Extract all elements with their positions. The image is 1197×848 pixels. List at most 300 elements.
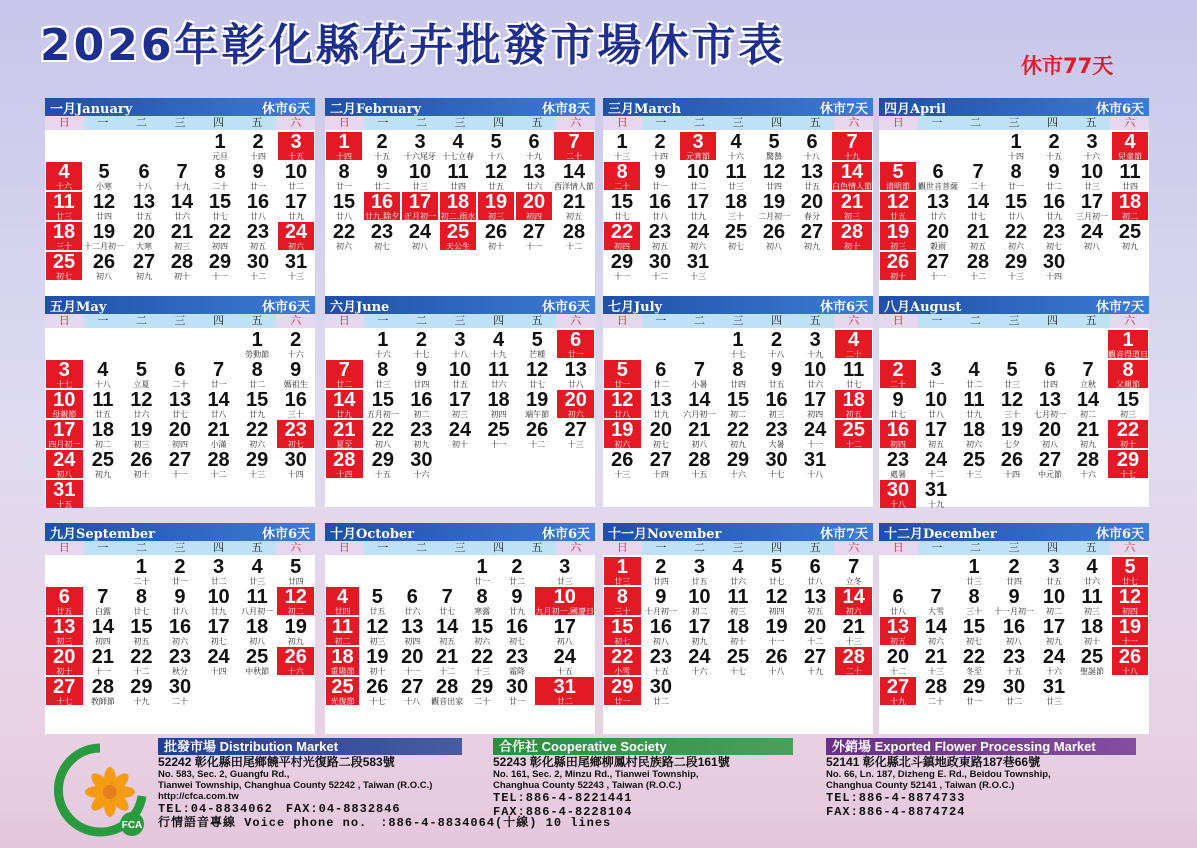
weekday-label: 五 xyxy=(531,314,543,327)
lunar-date: 小雪 xyxy=(614,667,631,676)
day-number: 22 xyxy=(962,646,986,668)
day-number: 4 xyxy=(1124,131,1136,153)
day-number: 7 xyxy=(693,359,705,381)
day-number: 5 xyxy=(490,131,502,153)
day-number: 27 xyxy=(53,676,76,698)
day-cell xyxy=(123,390,160,418)
weekday-label: 日 xyxy=(603,116,642,130)
closed-day-cell xyxy=(326,390,363,418)
lunar-date: 十七 xyxy=(729,667,746,676)
lunar-date: 廿八 xyxy=(250,212,266,221)
day-cell xyxy=(681,420,718,448)
day-cell xyxy=(681,360,718,388)
day-number: 20 xyxy=(132,221,156,243)
closed-day-cell xyxy=(1108,360,1148,388)
day-cell xyxy=(364,222,400,250)
day-cell xyxy=(501,677,534,705)
day-cell xyxy=(998,192,1034,220)
day-cell xyxy=(123,450,160,478)
closed-day-cell xyxy=(364,192,400,220)
day-number: 5 xyxy=(768,131,780,153)
month-header xyxy=(45,296,315,314)
day-number: 11 xyxy=(53,191,75,213)
day-number: 22 xyxy=(332,221,356,243)
lunar-date: 初七 xyxy=(287,440,304,449)
weekday-label: 五 xyxy=(251,116,263,129)
lunar-date: 廿一 xyxy=(210,380,227,389)
day-cell xyxy=(162,390,199,418)
day-number: 4 xyxy=(732,556,744,578)
day-grid xyxy=(45,130,315,281)
closed-day-cell xyxy=(604,617,641,645)
day-number: 20 xyxy=(804,616,827,638)
day-number: 28 xyxy=(1076,449,1100,471)
day-number: 30 xyxy=(284,449,307,471)
weekday-label: 一 xyxy=(97,541,109,554)
lunar-date: 廿八 xyxy=(567,380,584,389)
month-closed-count: 休市6天 xyxy=(541,526,590,542)
day-number: 26 xyxy=(284,646,307,668)
info-line: Tianwei Township, Changhua County 52242 , Taiwan (R.O.C.) xyxy=(158,780,433,791)
day-number: 6 xyxy=(528,131,540,153)
weekday-label: 六 xyxy=(1110,314,1149,328)
day-number: 2 xyxy=(290,329,302,351)
day-cell xyxy=(956,677,992,705)
lunar-date: 二十 xyxy=(890,380,906,389)
info-line: 52243 彰化縣田尾鄉柳鳳村民族路二段161號 xyxy=(493,755,730,769)
lunar-date: 初四 xyxy=(614,242,630,251)
day-cell xyxy=(202,222,238,250)
day-number: 7 xyxy=(1082,359,1094,381)
lunar-date: 初三 xyxy=(56,637,73,646)
info-line: Changhua County 52243 , Taiwan (R.O.C.) xyxy=(493,780,682,791)
weekday-label: 日 xyxy=(45,314,84,328)
day-cell xyxy=(758,587,795,615)
day-cell xyxy=(604,450,641,478)
lunar-date: 十四 xyxy=(336,470,353,479)
day-cell xyxy=(123,360,160,388)
day-number: 3 xyxy=(809,329,821,351)
day-cell xyxy=(994,617,1034,645)
info-line: TEL:886-4-8221441 xyxy=(493,791,633,805)
closed-day-cell xyxy=(278,222,314,250)
day-cell xyxy=(239,330,276,358)
day-number: 30 xyxy=(886,479,910,501)
lunar-date: 初六 xyxy=(474,637,491,646)
day-cell xyxy=(1074,587,1110,615)
day-grid xyxy=(325,328,595,479)
lunar-date: 初十 xyxy=(451,440,468,449)
closed-day-cell xyxy=(440,192,476,220)
day-number: 25 xyxy=(52,251,76,273)
day-number: 12 xyxy=(762,161,786,183)
day-number: 1 xyxy=(1122,329,1134,351)
day-cell xyxy=(123,647,160,675)
lunar-date: 十一 xyxy=(526,242,542,251)
lunar-date: 初七 xyxy=(210,637,227,646)
closed-day-cell xyxy=(835,390,872,418)
lunar-date: 初九 xyxy=(804,242,820,251)
lunar-date: 廿九 xyxy=(210,607,227,616)
lunar-date: 十五 xyxy=(691,470,708,479)
day-number: 21 xyxy=(840,191,864,213)
day-cell xyxy=(720,330,757,358)
day-cell xyxy=(239,390,276,418)
lunar-date: 廿二 xyxy=(374,182,390,191)
lunar-date: 初二 xyxy=(94,440,111,449)
info-line: 52242 彰化縣田尾鄉饒平村光復路二段583號 xyxy=(158,755,395,769)
day-cell xyxy=(162,557,199,585)
day-number: 30 xyxy=(168,676,192,698)
closed-day-cell xyxy=(46,677,83,705)
day-number: 18 xyxy=(91,419,114,441)
weekday-label: 三 xyxy=(732,314,744,327)
closed-day-cell xyxy=(604,587,641,615)
day-number: 16 xyxy=(649,616,672,638)
day-number: 13 xyxy=(649,389,672,411)
lunar-date: 廿四 xyxy=(766,182,782,191)
day-number: 3 xyxy=(290,131,302,153)
month-name: 一月January xyxy=(50,101,133,117)
lunar-date: 廿四 xyxy=(413,380,430,389)
day-cell xyxy=(918,252,958,280)
weekday-label: 六 xyxy=(834,314,873,328)
day-cell xyxy=(1074,132,1110,160)
day-number: 27 xyxy=(401,676,424,698)
lunar-date: 處暑 xyxy=(890,470,906,479)
lunar-date: 初十 xyxy=(56,667,73,676)
day-number: 29 xyxy=(962,676,986,698)
day-cell xyxy=(403,360,440,388)
empty-cell xyxy=(917,556,955,586)
lunar-date: 十六 xyxy=(691,667,708,676)
info-line: FAX:886-4-8874724 xyxy=(826,805,966,819)
day-cell xyxy=(956,450,992,478)
lunar-date: 十二 xyxy=(133,667,150,676)
lunar-date: 初七 xyxy=(966,637,982,646)
day-cell xyxy=(162,360,199,388)
lunar-date: 十九 xyxy=(526,152,542,161)
day-number: 6 xyxy=(174,359,186,381)
lunar-date: 中秋節 xyxy=(245,667,270,676)
day-cell xyxy=(162,420,199,448)
lunar-date: 初七 xyxy=(614,637,631,646)
day-cell xyxy=(403,450,440,478)
day-number: 30 xyxy=(1042,251,1066,273)
weekday-label: 六 xyxy=(276,314,315,328)
lunar-date: 十五 xyxy=(288,152,304,161)
lunar-date: 初十 xyxy=(488,242,504,251)
day-number: 31 xyxy=(53,479,76,501)
day-cell xyxy=(123,677,160,705)
day-number: 6 xyxy=(655,359,667,381)
day-cell xyxy=(998,222,1034,250)
lunar-date: 二十 xyxy=(928,697,944,706)
day-number: 7 xyxy=(338,359,350,381)
day-number: 12 xyxy=(886,191,910,213)
day-number: 14 xyxy=(562,161,586,183)
day-cell xyxy=(681,450,718,478)
day-number: 21 xyxy=(333,419,356,441)
lunar-date: 秋分 xyxy=(171,667,188,676)
day-number: 15 xyxy=(1004,191,1028,213)
weekday-label: 日 xyxy=(325,116,364,130)
lunar-date: 廿八 xyxy=(928,410,944,419)
lunar-date: 初五 xyxy=(250,242,266,251)
day-cell xyxy=(718,162,754,190)
weekday-label: 二 xyxy=(969,314,981,327)
closed-day-cell xyxy=(326,587,359,615)
closed-day-cell xyxy=(835,587,872,615)
day-number: 23 xyxy=(649,646,672,668)
weekday-label: 五 xyxy=(1085,314,1097,327)
month-closed-count: 休市6天 xyxy=(261,299,310,315)
lunar-date: 十八 xyxy=(768,667,785,676)
weekday-label: 二 xyxy=(135,314,147,327)
lunar-date: 大雪 xyxy=(928,607,944,616)
info-block xyxy=(493,738,793,819)
empty-cell xyxy=(360,556,395,586)
day-number: 26 xyxy=(130,449,153,471)
day-cell xyxy=(478,162,514,190)
closed-day-cell xyxy=(835,330,872,358)
lunar-date: 廿七 xyxy=(171,410,188,419)
day-number: 25 xyxy=(842,419,865,441)
empty-cell xyxy=(161,329,200,359)
day-cell xyxy=(718,132,754,160)
lunar-date: 廿八 xyxy=(890,607,906,616)
day-cell xyxy=(918,587,954,615)
lunar-date: 十九 xyxy=(490,350,507,359)
day-number: 19 xyxy=(484,191,508,213)
day-cell xyxy=(681,647,718,675)
lunar-date: 初十 xyxy=(890,272,906,281)
day-cell xyxy=(361,617,394,645)
weekday-label: 日 xyxy=(45,116,84,130)
closed-day-cell xyxy=(880,252,916,280)
lunar-date: 二十 xyxy=(171,697,188,706)
day-grid xyxy=(325,555,595,706)
lunar-date: 廿七 xyxy=(890,410,906,419)
lunar-date: 初十 xyxy=(369,667,386,676)
info-heading: 批發市場 Distribution Market xyxy=(158,738,462,755)
day-cell xyxy=(200,420,237,448)
day-cell xyxy=(1112,222,1148,250)
lunar-date: 初九 xyxy=(729,440,746,449)
weekday-label: 三 xyxy=(1008,314,1020,327)
lunar-date: 初八 xyxy=(412,242,428,251)
day-number: 1 xyxy=(214,131,226,153)
day-number: 31 xyxy=(686,251,710,273)
closed-day-cell xyxy=(1108,420,1148,448)
day-grid xyxy=(45,328,315,509)
lunar-date: 十六 xyxy=(287,667,304,676)
day-cell xyxy=(1036,222,1072,250)
lunar-date: 廿一 xyxy=(336,182,352,191)
day-cell xyxy=(365,420,402,448)
closed-day-cell xyxy=(832,162,872,190)
day-number: 10 xyxy=(686,161,710,183)
lunar-date: 十二 xyxy=(890,667,906,676)
day-number: 11 xyxy=(1119,161,1141,183)
day-cell xyxy=(643,677,680,705)
day-number: 21 xyxy=(688,419,711,441)
day-number: 14 xyxy=(966,191,990,213)
lunar-date: 十二 xyxy=(439,667,456,676)
lunar-date: 廿一 xyxy=(966,697,982,706)
day-cell xyxy=(501,647,534,675)
day-number: 5 xyxy=(371,586,383,608)
day-number: 22 xyxy=(610,221,634,243)
weekday-label: 一 xyxy=(97,116,109,129)
weekday-label: 一 xyxy=(931,116,943,129)
day-number: 26 xyxy=(765,646,788,668)
closed-day-cell xyxy=(880,420,916,448)
month-header xyxy=(879,523,1149,541)
lunar-date: 初六 xyxy=(966,440,982,449)
lunar-date: 廿三 xyxy=(412,182,428,191)
lunar-date: 廿三 xyxy=(374,380,391,389)
empty-cell xyxy=(125,131,163,161)
day-number: 26 xyxy=(1118,646,1142,668)
day-number: 19 xyxy=(611,419,634,441)
day-number: 17 xyxy=(1080,191,1104,213)
day-number: 26 xyxy=(92,251,116,273)
lunar-date: 十二 xyxy=(529,440,546,449)
empty-cell xyxy=(163,131,201,161)
lunar-date: 芒種 xyxy=(529,350,546,359)
day-number: 16 xyxy=(168,616,192,638)
month-closed-count: 休市7天 xyxy=(1095,299,1144,315)
lunar-date: 十八 xyxy=(136,182,152,191)
closed-day-cell xyxy=(326,677,359,705)
weekday-label: 六 xyxy=(1110,116,1149,130)
day-number: 20 xyxy=(886,646,910,668)
day-cell xyxy=(758,617,795,645)
day-cell xyxy=(880,647,916,675)
day-cell xyxy=(994,587,1034,615)
closed-day-cell xyxy=(604,677,641,705)
day-number: 13 xyxy=(168,389,192,411)
lunar-date: 十六 xyxy=(56,182,72,191)
lunar-date: 十八 xyxy=(807,470,824,479)
day-cell xyxy=(277,450,314,478)
lunar-date: 初六 xyxy=(567,410,584,419)
lunar-date: 初三 xyxy=(1084,607,1100,616)
closed-day-cell xyxy=(326,617,359,645)
day-number: 16 xyxy=(246,191,270,213)
month-header xyxy=(45,523,315,541)
lunar-date: 十七 xyxy=(1120,470,1136,479)
day-cell xyxy=(123,420,160,448)
day-number: 19 xyxy=(284,616,307,638)
day-number: 6 xyxy=(406,586,418,608)
lunar-date: 元宵節 xyxy=(686,152,710,161)
day-number: 11 xyxy=(487,359,510,381)
day-cell xyxy=(956,360,992,388)
day-number: 3 xyxy=(693,556,705,578)
weekday-label: 四 xyxy=(1047,314,1059,327)
day-cell xyxy=(1112,162,1148,190)
day-cell xyxy=(278,192,314,220)
lunar-date: 廿四 xyxy=(96,212,112,221)
day-cell xyxy=(364,162,400,190)
day-number: 18 xyxy=(331,646,354,668)
weekday-label: 一 xyxy=(97,314,109,327)
lunar-date: 驚蟄 xyxy=(766,152,782,161)
day-number: 13 xyxy=(53,616,76,638)
day-number: 21 xyxy=(436,646,459,668)
day-number: 9 xyxy=(376,161,388,183)
day-number: 7 xyxy=(846,131,858,153)
day-cell xyxy=(835,557,872,585)
lunar-date: 初四 xyxy=(490,410,507,419)
day-cell xyxy=(918,420,954,448)
weekday-label: 五 xyxy=(1085,116,1097,129)
lunar-date: 廿二 xyxy=(288,182,304,191)
lunar-date: 初三 xyxy=(369,637,386,646)
lunar-date: 四月初一 xyxy=(48,440,81,449)
lunar-date: 初七 xyxy=(508,637,525,646)
lunar-date: 十二 xyxy=(250,272,266,281)
month-block xyxy=(879,296,1149,507)
day-number: 23 xyxy=(1042,221,1066,243)
day-cell xyxy=(501,587,534,615)
closed-day-cell xyxy=(880,192,916,220)
day-cell xyxy=(162,587,199,615)
lunar-date: 初三 xyxy=(768,410,785,419)
lunar-date: 十四 xyxy=(210,667,227,676)
lunar-date: 初四 xyxy=(1122,607,1138,616)
weekday-label: 五 xyxy=(251,314,263,327)
day-number: 18 xyxy=(446,191,470,213)
day-number: 13 xyxy=(132,191,156,213)
day-cell xyxy=(797,420,834,448)
weekday-label: 四 xyxy=(213,116,225,129)
day-cell xyxy=(162,677,199,705)
day-number: 15 xyxy=(962,616,986,638)
weekday-label: 六 xyxy=(556,314,595,328)
lunar-date: 父親節 xyxy=(1116,380,1140,389)
day-cell xyxy=(994,647,1034,675)
info-line: No. 583, Sec. 2, Guangfu Rd., xyxy=(158,769,290,780)
day-number: 13 xyxy=(804,586,827,608)
day-number: 2 xyxy=(511,556,523,578)
day-number: 30 xyxy=(765,449,788,471)
day-number: 5 xyxy=(892,161,904,183)
day-grid xyxy=(603,130,873,281)
lunar-date: 初七 xyxy=(728,242,744,251)
day-number: 13 xyxy=(401,616,424,638)
day-cell xyxy=(1036,647,1072,675)
day-number: 26 xyxy=(526,419,549,441)
lunar-date: 廿六 xyxy=(133,410,150,419)
day-cell xyxy=(956,587,992,615)
day-cell xyxy=(642,132,678,160)
lunar-date: 十六尾牙 xyxy=(404,152,436,161)
lunar-date: 十八 xyxy=(451,350,468,359)
lunar-date: 初六 xyxy=(336,242,352,251)
day-number: 27 xyxy=(649,449,672,471)
day-cell xyxy=(364,132,400,160)
lunar-date: 初六 xyxy=(928,637,944,646)
day-cell xyxy=(278,252,314,280)
lunar-date: 十三 xyxy=(614,152,630,161)
lunar-date: 春分 xyxy=(804,212,820,221)
lunar-date: 廿三 xyxy=(1046,697,1062,706)
lunar-date: 廿三 xyxy=(614,577,631,586)
day-number: 10 xyxy=(1080,161,1104,183)
